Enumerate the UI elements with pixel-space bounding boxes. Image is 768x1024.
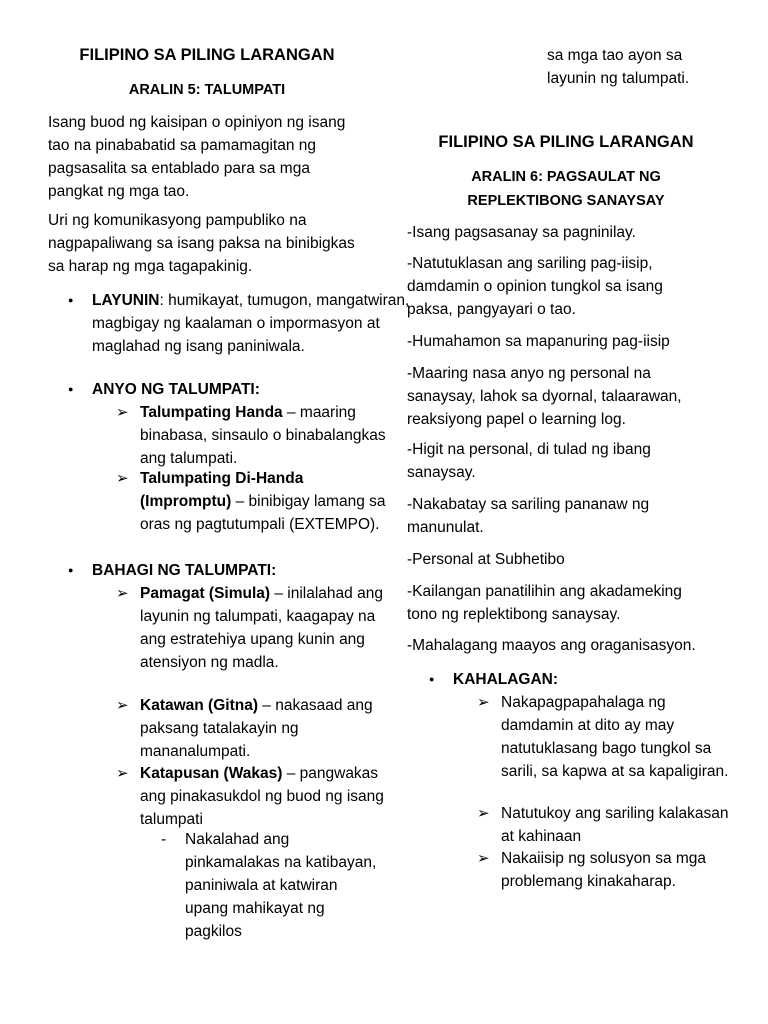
right-item: -Nakabatay sa sariling pananaw ng manunulat. [407, 496, 650, 536]
dihanda-text: – binibigay lamang sa oras ng pagtutumpali (EXTEMPO). [140, 493, 386, 533]
sub-handa [116, 401, 386, 470]
kahalagan-item: ➢ Natutukoy ang sariling kalakasan at kahinaan [477, 802, 737, 848]
left-title: FILIPINO SA PILING LARANGAN [79, 46, 335, 64]
handa-label: Talumpating Handa [140, 404, 283, 421]
left-para-1: Isang buod ng kaisipan o opiniyon ng isang tao na pinababatid sa pamamagitan ng pagsasalita sa entablado para sa mga pangkat ng mga tao. [48, 114, 346, 200]
right-item: -Maaring nasa anyo ng personal na sanaysay, lahok sa dyornal, talaarawan, reaksiyong papel o learning log. [407, 365, 682, 428]
bullet-layunin [46, 289, 414, 358]
katapusan-label: Katapusan (Wakas) [140, 765, 283, 782]
right-item: -Isang pagsasanay sa pagninilay. [407, 224, 636, 241]
katawan-text: – nakasaad ang paksang tatalakayin ng mananalumpati. [140, 697, 373, 760]
left-para-2: Uri ng komunikasyong pampubliko na nagpapaliwang sa isang paksa na binibigkas sa harap ng mga tagapakinig. [48, 212, 355, 275]
right-continuation: sa mga tao ayon sa layunin ng talumpati. [547, 47, 690, 87]
right-subtitle: ARALIN 6: PAGSAULAT NG REPLEKTIBONG SANAYSAY [467, 169, 665, 209]
bullet-anyo [46, 378, 414, 401]
pamagat-label: Pamagat (Simula) [140, 585, 271, 602]
bullet-bahagi [46, 559, 414, 582]
anyo-label: ANYO NG TALUMPATI: [92, 381, 260, 398]
sub-katapusan [116, 762, 386, 831]
dihanda-label: Talumpating Di-Handa (Impromptu) [140, 470, 304, 510]
handa-text: – maaring binabasa, sinsaulo o binabalangkas ang talumpati. [140, 404, 386, 467]
right-title: FILIPINO SA PILING LARANGAN [438, 133, 694, 151]
right-item: -Humahamon sa mapanuring pag-iisip [407, 333, 670, 350]
bullet-kahalagan [407, 668, 768, 691]
layunin-label: LAYUNIN [92, 292, 160, 309]
kahalagan-item: ➢ Nakaiisip ng solusyon sa mga problemang kinakaharap. [477, 847, 749, 893]
kahalagan-label: KAHALAGAN: [453, 671, 559, 688]
sub-katawan [116, 694, 386, 763]
sub-pamagat [116, 582, 392, 674]
left-subtitle: ARALIN 5: TALUMPATI [128, 82, 286, 98]
layunin-text: : humikayat, tumugon, mangatwiran, magbigay ng kaalaman o impormasyon at maglahad ng isang paniniwala. [92, 292, 410, 355]
katapusan-dash-item: - Nakalahad ang pinkamalakas na katibayan, paniniwala at katwiran upang mahikayat ng pagkilos [161, 828, 381, 943]
right-item: -Kailangan panatilihin ang akadameking tono ng replektibong sanaysay. [407, 583, 682, 623]
katapusan-text: – pangwakas ang pinakasukdol ng buod ng isang talumpati [140, 765, 384, 828]
right-item: -Personal at Subhetibo [407, 551, 565, 568]
kahalagan-item: ➢ Nakapagpapahalaga ng damdamin at dito ay may natutuklasang bago tungkol sa sarili, sa kapwa at sa kapaligiran. [477, 691, 737, 783]
pamagat-text: – inilalahad ang layunin ng talumpati, kaagapay na ang estratehiya upang kunin ang atensiyon ng madla. [140, 585, 383, 671]
right-item: -Natutuklasan ang sariling pag-iisip, damdamin o opinion tungkol sa isang paksa, pangyayari o tao. [407, 255, 663, 318]
sub-dihanda [116, 467, 386, 536]
bahagi-label: BAHAGI NG TALUMPATI: [92, 562, 277, 579]
right-item: -Higit na personal, di tulad ng ibang sanaysay. [407, 441, 651, 481]
katawan-label: Katawan (Gitna) [140, 697, 258, 714]
right-item: -Mahalagang maayos ang oraganisasyon. [407, 637, 696, 654]
